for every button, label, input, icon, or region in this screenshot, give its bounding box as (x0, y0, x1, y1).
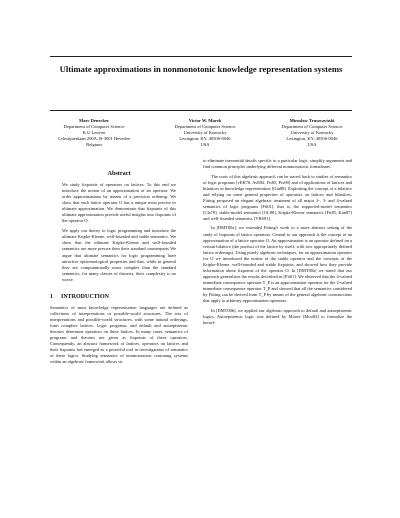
affiliation-line: Lexington, KY, 40506-0046 (286, 136, 338, 142)
intro-paragraph: Semantics of most knowledge representation languages are defined as collections of interpretations or possible-world structures. The sets of interpretations and possible-world structures, with some natural orderings, form complete lattices. Logic programs, and default and autoepistemic theories determine operators on these lattices. In many cases, semantics of programs and theories are given as fixpoints of these operators. Consequently, an abstract framework of lattices, operators on lattices and their fixpoints has emerged as a powerful tool in investigations of semantics of these logics. Studying semantics of nonmonotonic reasoning systems within an algebraic framework allows us (50, 304, 188, 365)
affiliation-line: University of Kentucky (183, 130, 227, 136)
abstract-paragraph: We study fixpoints of operators on lattices. To this end we introduce the notion of an approximation of an operator. We order approximations by means of a precision ordering. We show that each lattice operator O has a unique most precise or ultimate approximation. We demonstrate that fixpoints of this ultimate approximation provide useful insights into fixpoints of the operator O. (62, 182, 176, 224)
author-name: Mirosław Truszczyński (289, 118, 335, 123)
author-affiliation (38, 118, 150, 148)
paper-title: Ultimate approximations in nonmonotonic knowledge representation systems (59, 64, 343, 74)
affiliation-line: Department of Computer Science (281, 124, 343, 130)
author-name: Marc Denecker (78, 118, 110, 123)
section-heading (50, 293, 188, 301)
body-paragraph: to eliminate inessential details specific to a particular logic, simplify arguments and find common principles underlying different nonmonotonic formalisms. (203, 158, 352, 170)
abstract-heading: Abstract (107, 170, 131, 177)
left-column (50, 170, 188, 369)
affiliation-line: USA (200, 142, 210, 148)
author-affiliation (155, 118, 255, 148)
affiliation-line: K.U.Leuven (82, 130, 106, 136)
affiliation-line: Belgium (86, 142, 102, 148)
body-paragraph: In [DMT00a], we extended Fitting's work to a more abstract setting of the study of fixpoints of lattice operators. Central to our approach is the concept of an approximation of a lattice operator O. An approximation is an operator defined on a certain bilattice (the product of the lattice by itself, with two appropriately defined lattice orderings). Using purely algebraic techniques, for an approximation operator for O we introduced the notion of the stable operator and the concepts of the Kripke-Kleene, well-founded and stable fixpoints, and showed how they provide information about fixpoints of the operator O. In [DMT00a] we noted that our approach generalizes the results described in [Fit01]. We observed that the 4-valued immediate consequence operator T_P is an approximation operator for the 2-valued immediate consequence operator T_P and showed that all the semantics considered by Fitting can be derived from T_P by means of the general algebraic constructions that apply to arbitrary approximation operators. (203, 225, 352, 304)
affiliation-line: University of Kentucky (290, 130, 334, 136)
affiliation-line: Department of Computer Science (174, 124, 236, 130)
body-paragraph: In [DMT00b], we applied our algebraic approach to default and autoepistemic logics. Autoepistemic logic was defined by Moore [Moo84] to formalize the knowl- (203, 307, 352, 325)
section-title: INTRODUCTION (61, 293, 110, 300)
title-top-rule (50, 56, 352, 57)
body-paragraph: The roots of this algebraic approach can be traced back to studies of semantics of logic programs [vEK76, AvE82, Fit85, Prz90] and of applications of lattices and bilattices in knowledge representation [Gin88]. Exploiting the concept of a bilattice and relying on some general properties of operators on lattices and bilattices, Fitting proposed an elegant algebraic treatment of all major 2-, 3- and 4-valued semantics of logic programs [Fit01], that is, the supported-model semantics [Cla78], stable-model semantics [GL88], Kripke-Kleene semantics [Fit85, Kun87] and well-founded semantics [VRS91]. (203, 173, 352, 221)
affiliation-line: Lexington, KY, 40506-0046 (179, 136, 231, 142)
affiliation-line: USA (307, 142, 317, 148)
author-name: Victor W. Marek (188, 118, 222, 123)
abstract-body (50, 182, 188, 283)
author-affiliation (260, 118, 364, 148)
affiliation-line: Celestijnenlaan 200A, B-3001 Heverlee (57, 136, 131, 142)
right-column (203, 158, 352, 329)
title-bottom-rule (50, 110, 352, 111)
author-block (38, 118, 364, 148)
affiliation-line: Department of Computer Science (63, 124, 125, 130)
section-number: 1 (50, 293, 53, 300)
abstract-paragraph: We apply our theory to logic programming and introduce the ultimate Kripke-Kleene, well-founded and stable semantics. We show that the ultimate Kripke-Kleene and well-founded semantics are more precise then their standard counterparts We argue that ultimate semantics for logic programming have attractive epistemological properties and that, while in general they are computationally more complex than the standard semantics, for many classes of theories, their complexity is no worse. (62, 228, 176, 282)
